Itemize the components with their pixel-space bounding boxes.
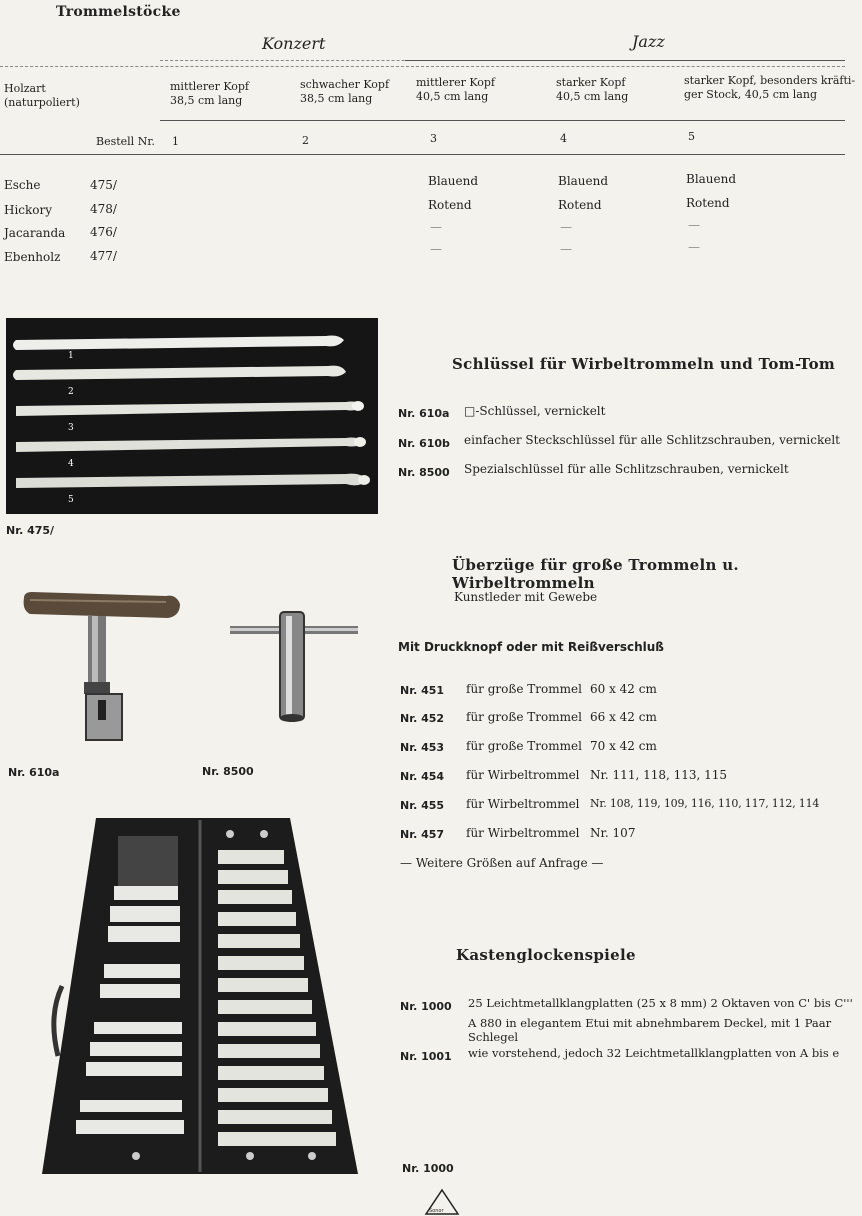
caption-8500: Nr. 8500 (202, 765, 254, 778)
covers-subheading: Mit Druckknopf oder mit Reißverschluß (398, 640, 664, 654)
row-wood-4: Ebenholz (4, 250, 61, 264)
cover-type-455: für Wirbeltrommel (466, 797, 580, 811)
special-key-image (228, 608, 360, 728)
wood-header: Holzart (naturpoliert) (4, 82, 80, 109)
key-nr-610b: Nr. 610b (398, 437, 450, 450)
glock-desc-1000-line1: 25 Leichtmetallklangplatten (25 x 8 mm) 2 Oktaven von C' bis C''' (468, 996, 853, 1010)
stick-label-5: 5 (68, 495, 74, 505)
row-c4-3: — (560, 220, 572, 234)
cover-type-454: für Wirbeltrommel (466, 768, 580, 782)
header-mid-rule (160, 120, 845, 121)
caption-610a: Nr. 610a (8, 766, 60, 779)
cover-nr-455: Nr. 455 (400, 799, 445, 812)
glockenspiel-image (40, 816, 360, 1178)
row-c5-3: — (688, 218, 700, 232)
col-header-5: starker Kopf, besonders kräfti- ger Stock, 40,5 cm lang (684, 74, 856, 101)
col-header-3: mittlerer Kopf 40,5 cm lang (416, 76, 495, 103)
header-top-rule (0, 66, 845, 67)
glock-nr-1000: Nr. 1000 (400, 1000, 452, 1013)
row-wood-2: Hickory (4, 203, 53, 217)
glock-desc-1000-line2: A 880 in elegantem Etui mit abnehmbarem Deckel, mit 1 Paar Schlegel (468, 1016, 832, 1044)
cover-nr-453: Nr. 453 (400, 741, 445, 754)
cover-nr-452: Nr. 452 (400, 712, 445, 725)
bestell-label: Bestell Nr. (96, 135, 155, 148)
row-c4-2: Rotend (558, 198, 602, 212)
cover-type-451: für große Trommel (466, 682, 582, 696)
cover-type-452: für große Trommel (466, 710, 582, 724)
sonor-logo-text: Sonor (429, 1208, 444, 1214)
key-desc-610a: □-Schlüssel, vernickelt (464, 404, 606, 418)
cover-spec-454: Nr. 111, 118, 113, 115 (590, 768, 728, 782)
row-nr-1: 475/ (90, 178, 117, 192)
key-desc-610b: einfacher Steckschlüssel für alle Schlitzschrauben, vernickelt (464, 433, 841, 447)
drumsticks-photo (6, 318, 378, 514)
bestell-nr-3: 3 (430, 132, 437, 145)
row-nr-3: 476/ (90, 225, 117, 239)
stick-label-3: 3 (68, 423, 74, 433)
row-c5-4: — (688, 240, 700, 254)
glock-title: Kastenglockenspiele (456, 946, 636, 964)
key-desc-8500: Spezialschlüssel für alle Schlitzschrauben, vernickelt (464, 462, 789, 476)
sticks-title: Trommelstöcke (56, 4, 181, 20)
cover-spec-451: 60 x 42 cm (590, 682, 657, 696)
bestell-nr-5: 5 (688, 130, 695, 143)
covers-title: Überzüge für große Trommeln u. Wirbeltrommeln (452, 556, 739, 592)
row-c5-2: Rotend (686, 196, 730, 210)
covers-subtitle: Kunstleder mit Gewebe (454, 590, 598, 604)
col-header-1: mittlerer Kopf 38,5 cm lang (170, 80, 249, 107)
key-nr-610a: Nr. 610a (398, 407, 450, 420)
col-header-4: starker Kopf 40,5 cm lang (556, 76, 629, 103)
bestell-nr-4: 4 (560, 132, 567, 145)
stick-label-2: 2 (68, 387, 74, 397)
row-c4-4: — (560, 242, 572, 256)
cover-spec-453: 70 x 42 cm (590, 739, 657, 753)
bestell-nr-1: 1 (172, 135, 179, 148)
cover-spec-455: Nr. 108, 119, 109, 116, 110, 117, 112, 114 (590, 797, 820, 810)
key-nr-8500: Nr. 8500 (398, 466, 450, 479)
sticks-photo-caption: Nr. 475/ (6, 524, 55, 537)
row-c5-1: Blauend (686, 172, 737, 186)
row-c3-3: — (430, 220, 442, 234)
row-c4-1: Blauend (558, 174, 609, 188)
group-konzert: Konzert (262, 34, 326, 53)
stick-label-1: 1 (68, 351, 74, 361)
row-wood-3: Jacaranda (4, 226, 66, 240)
row-nr-2: 478/ (90, 202, 117, 216)
row-c3-2: Rotend (428, 198, 472, 212)
glock-nr-1001: Nr. 1001 (400, 1050, 452, 1063)
jazz-rule (405, 60, 845, 61)
cover-spec-457: Nr. 107 (590, 826, 636, 840)
col-header-2: schwacher Kopf 38,5 cm lang (300, 78, 390, 105)
cover-nr-451: Nr. 451 (400, 684, 445, 697)
glock-desc-1001: wie vorstehend, jedoch 32 Leichtmetallklangplatten von A bis e (468, 1046, 840, 1060)
cover-type-457: für Wirbeltrommel (466, 826, 580, 840)
group-jazz: Jazz (632, 32, 665, 51)
header-bottom-rule (0, 154, 845, 155)
stick-label-4: 4 (68, 459, 74, 469)
cover-spec-452: 66 x 42 cm (590, 710, 657, 724)
row-wood-1: Esche (4, 178, 41, 192)
row-c3-4: — (430, 242, 442, 256)
cover-type-453: für große Trommel (466, 739, 582, 753)
covers-note: — Weitere Größen auf Anfrage — (400, 856, 604, 870)
cover-nr-454: Nr. 454 (400, 770, 445, 783)
keys-title: Schlüssel für Wirbeltrommeln und Tom-Tom (452, 355, 836, 373)
row-nr-4: 477/ (90, 249, 117, 263)
bestell-nr-2: 2 (302, 134, 309, 147)
cover-nr-457: Nr. 457 (400, 828, 445, 841)
t-key-image (18, 590, 184, 746)
row-c3-1: Blauend (428, 174, 479, 188)
glock-caption: Nr. 1000 (402, 1162, 454, 1175)
